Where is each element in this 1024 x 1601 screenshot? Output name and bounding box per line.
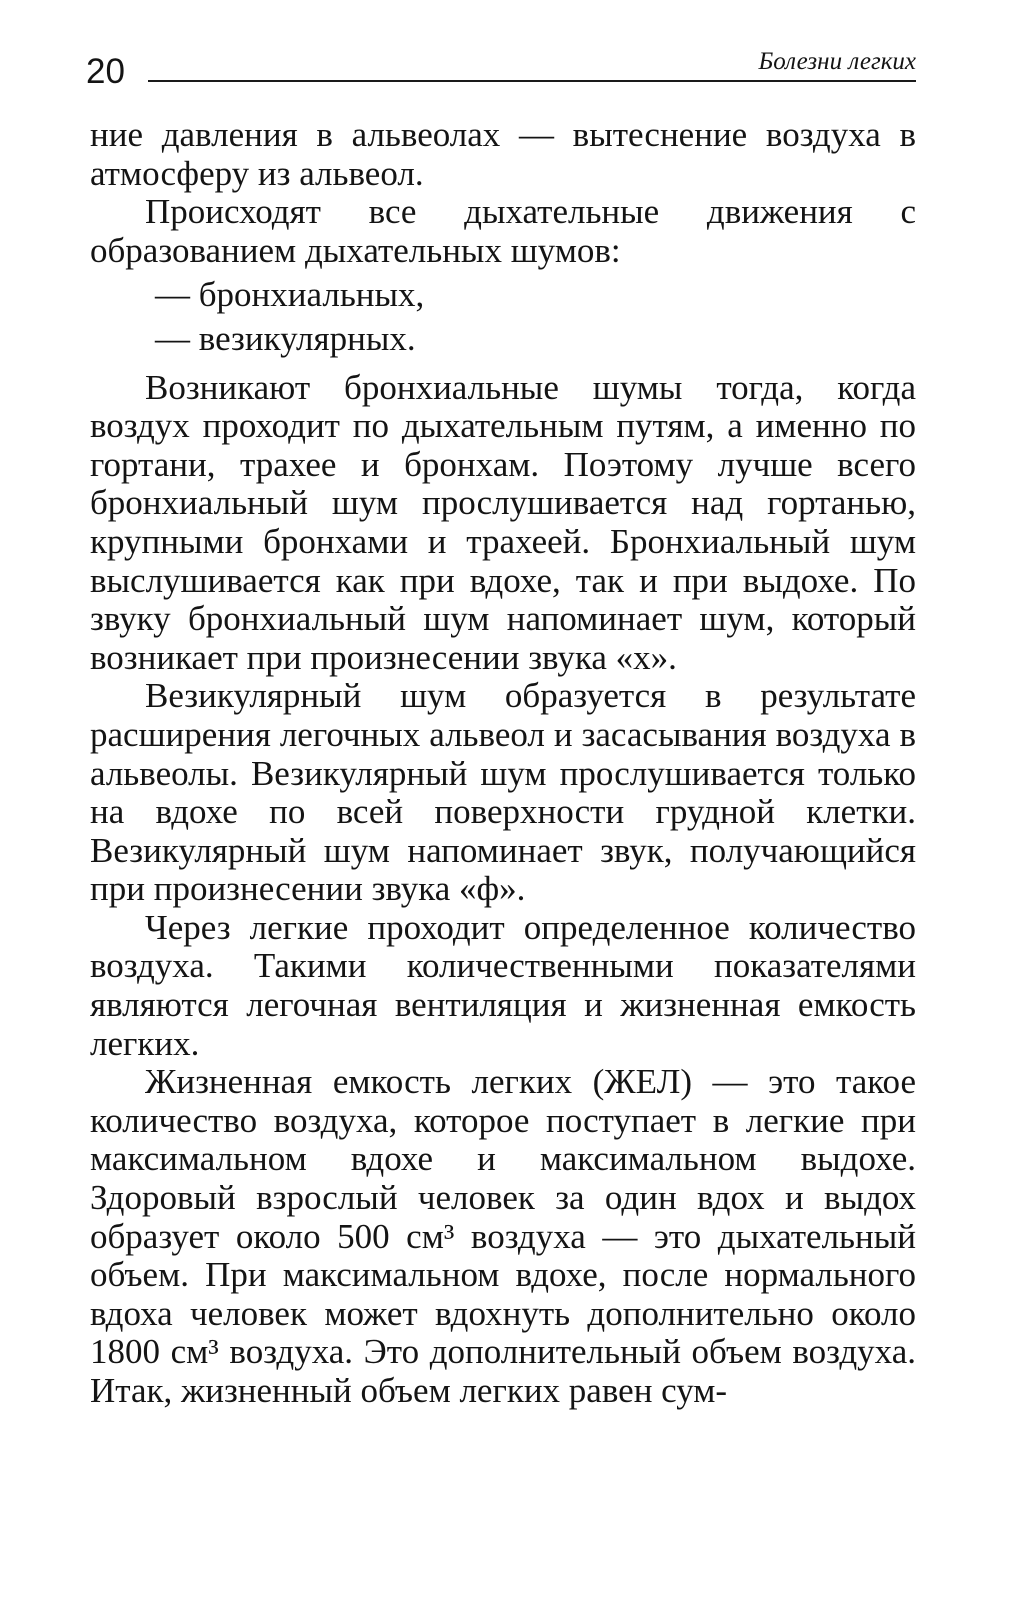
- paragraph-vital-capacity: Жизненная емкость легких (ЖЕЛ) — это такое количество воздуха, которое поступает в легкие при максимальном вдохе и максимальном выдохе. Здоровый взрослый человек за один вдох и выдох образует около 500 см³ воздуха — это дыхательный объем. При максимальном вдохе, после нормального вдоха человек может вдохнуть дополнительно около 1800 см³ воздуха. Это дополнительный объем воздуха. Итак, жизненный объем легких равен сум-: [90, 1062, 916, 1410]
- book-page: [86, 48, 916, 1411]
- list-item-bronchial: — бронхиальных,: [155, 275, 425, 315]
- running-header: [86, 48, 916, 92]
- paragraph-bronchial-sounds: Возникают бронхиальные шумы тогда, когда воздух проходит по дыхательным путям, а именно по гортани, трахее и бронхам. Поэтому лучше всего бронхиальный шум прослушивается над гортанью, крупными бронхами и трахеей. Бронхиальный шум выслушивается как при вдохе, так и при выдохе. По звуку бронхиальный шум напоминает шум, который возникает при произнесении звука «х».: [90, 367, 916, 677]
- body-text: [90, 116, 916, 1411]
- list-item-vesicular: — везикулярных.: [155, 318, 416, 358]
- sound-type-list: [90, 276, 916, 358]
- header-rule: [148, 80, 916, 82]
- paragraph-air-volume: Через легкие проходит определенное количество воздуха. Такими количественными показателями являются легочная вентиляция и жизненная емкость легких.: [90, 907, 916, 1063]
- running-section-title: Болезни легких: [758, 48, 916, 75]
- page-number: 20: [86, 52, 125, 91]
- paragraph-continuation: ние давления в альвеолах — вытеснение воздуха в атмосферу из альвеол.: [90, 115, 916, 193]
- paragraph-vesicular-sounds: Везикулярный шум образуется в результате расширения легочных альвеол и засасывания воздуха в альвеолы. Везикулярный шум прослушивается только на вдохе по всей поверхности грудной клетки. Везикулярный шум напоминает звук, получающийся при произнесении звука «ф».: [90, 676, 916, 909]
- paragraph-breathing-sounds: Происходят все дыхательные движения с образованием дыхательных шумов:: [90, 192, 916, 270]
